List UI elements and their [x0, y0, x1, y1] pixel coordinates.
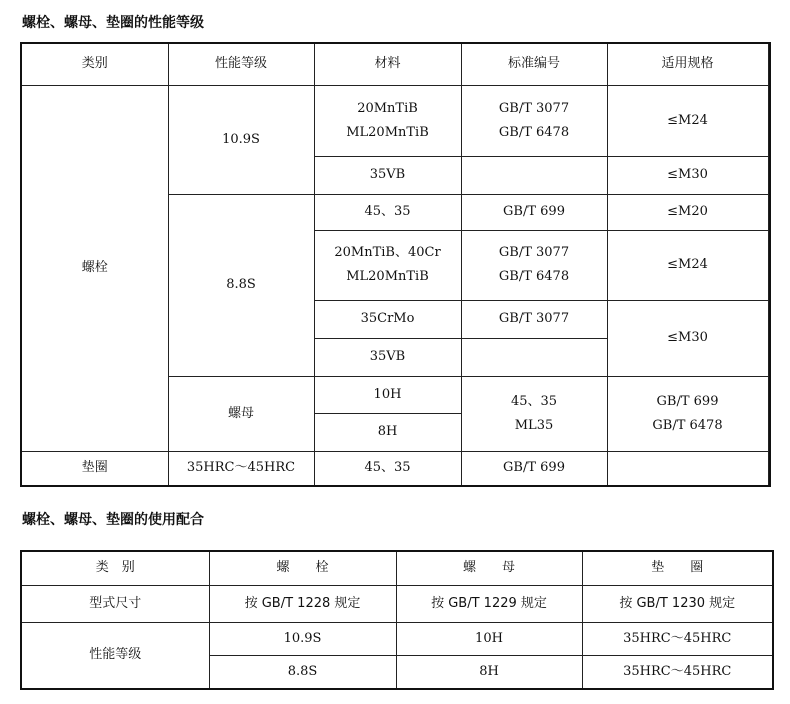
header-nut: 螺 母: [396, 551, 582, 585]
standard: GB/T 699: [461, 194, 607, 230]
standard: [461, 338, 607, 376]
usage-match-table: [20, 550, 774, 690]
spec: ≤M24: [607, 230, 768, 300]
material: 20MnTiB、40Cr: [334, 245, 441, 260]
header-material: 材料: [314, 43, 461, 85]
header-row: [21, 43, 770, 85]
header-washer: 垫 圈: [582, 551, 773, 585]
table-row: [21, 622, 773, 655]
material: 45、35: [314, 451, 461, 486]
grade-washer: 35HRC～45HRC: [168, 451, 314, 486]
standard: GB/T 699: [656, 393, 719, 409]
standard: GB/T 699: [461, 451, 607, 486]
table2-title: 螺栓、螺母、垫圈的使用配合: [22, 512, 204, 528]
material: 45、35: [510, 393, 558, 409]
bolt-grade: 8.8S: [209, 655, 396, 689]
spec: ≤M20: [607, 194, 768, 230]
row-label-grade: 性能等级: [21, 622, 209, 689]
category-bolt: 螺栓: [21, 85, 168, 451]
category-nut: 螺母: [168, 376, 314, 451]
material: 35VB: [314, 156, 461, 194]
grade-10-9s: 10.9S: [168, 85, 314, 194]
bolt-grade: 10.9S: [209, 622, 396, 655]
material-cell: [461, 376, 607, 451]
standard-cell: [607, 376, 768, 451]
spec: ≤M30: [607, 156, 768, 194]
standard: GB/T 6478: [498, 269, 570, 284]
nut-grade: 8H: [396, 655, 582, 689]
category-washer: 垫圈: [21, 451, 168, 486]
header-standard: 标准编号: [461, 43, 607, 85]
spec: ≤M30: [607, 300, 768, 376]
nut-type: 按 GB/T 1229 规定: [396, 585, 582, 622]
standard: GB/T 3077: [498, 245, 570, 260]
grade-8-8s: 8.8S: [168, 194, 314, 376]
bolt-type: 按 GB/T 1228 规定: [209, 585, 396, 622]
table-row: [21, 451, 770, 486]
material-cell: [314, 230, 461, 300]
spec: ≤M24: [607, 85, 768, 156]
material-cell: [314, 85, 461, 156]
header-category: 类别: [21, 43, 168, 85]
material: 35VB: [314, 338, 461, 376]
row-label-type: 型式尺寸: [21, 585, 209, 622]
table1-title: 螺栓、螺母、垫圈的性能等级: [22, 15, 204, 31]
material: 45、35: [314, 194, 461, 230]
material: 35CrMo: [314, 300, 461, 338]
header-row: [21, 551, 773, 585]
washer-grade: 35HRC～45HRC: [582, 622, 773, 655]
table-row: [21, 85, 770, 156]
washer-grade: 35HRC～45HRC: [582, 655, 773, 689]
grade-8h: 8H: [314, 413, 461, 451]
standard-cell: [461, 230, 607, 300]
standard: [461, 156, 607, 194]
standard-cell: [461, 85, 607, 156]
grade-10h: 10H: [314, 376, 461, 413]
spec-empty: [768, 376, 770, 486]
header-grade: 性能等级: [168, 43, 314, 85]
performance-grade-table: [20, 42, 771, 487]
table-row: [21, 585, 773, 622]
standard: GB/T 3077: [498, 100, 570, 116]
standard: GB/T 6478: [652, 417, 723, 433]
washer-type: 按 GB/T 1230 规定: [582, 585, 773, 622]
header-spec: 适用规格: [607, 43, 768, 85]
standard: GB/T 3077: [461, 300, 607, 338]
material: ML20MnTiB: [346, 269, 429, 284]
header-category: 类 别: [21, 551, 209, 585]
material: ML20MnTiB: [346, 124, 429, 140]
header-bolt: 螺 栓: [209, 551, 396, 585]
standard: GB/T 6478: [498, 124, 570, 140]
nut-grade: 10H: [396, 622, 582, 655]
material: ML35: [514, 417, 554, 433]
material: 20MnTiB: [357, 100, 418, 116]
